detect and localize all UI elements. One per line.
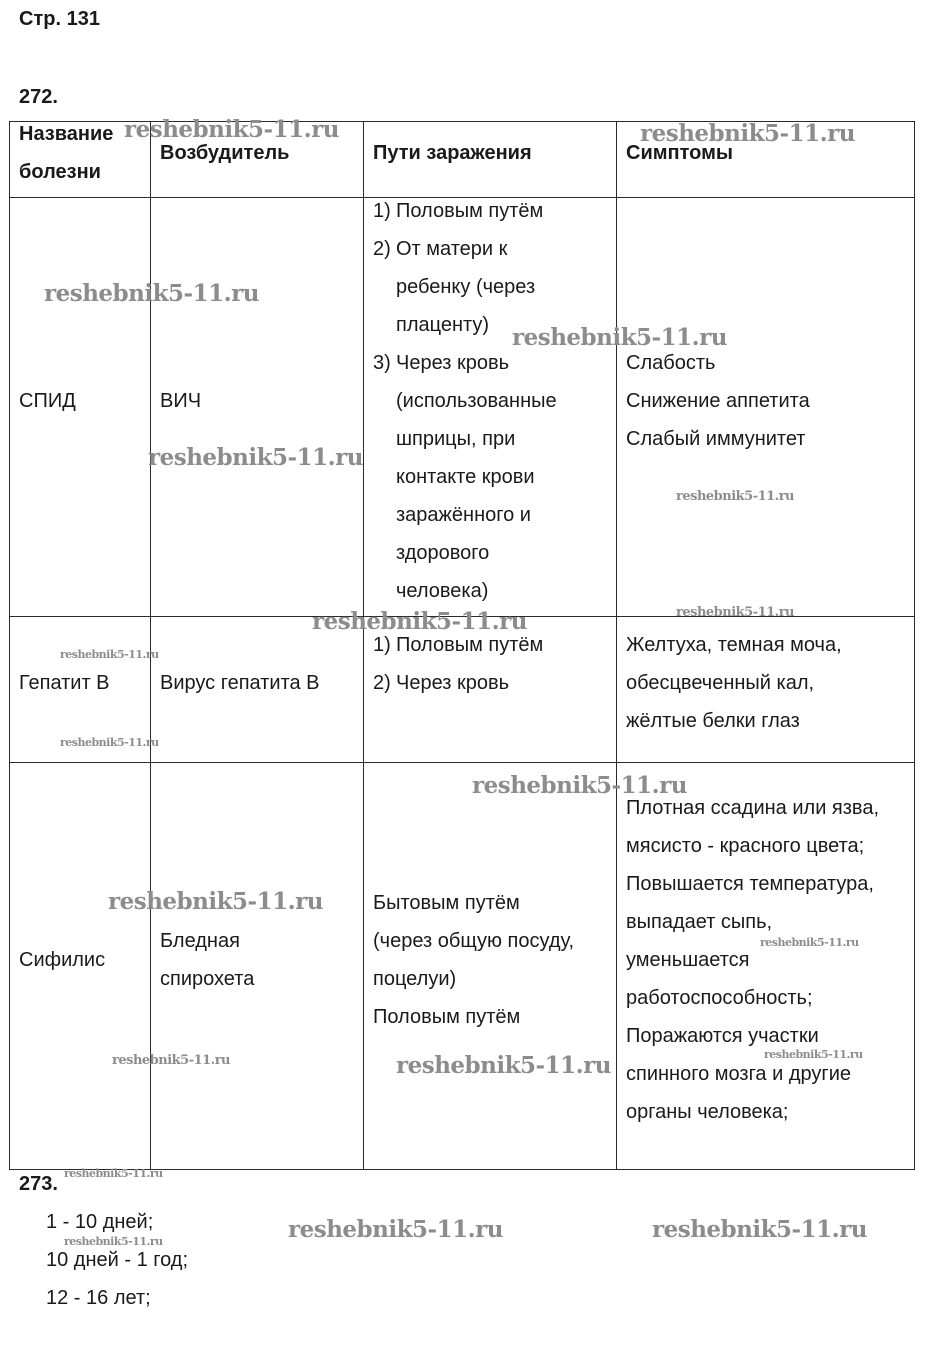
row3-disease: Сифилис — [19, 949, 106, 971]
row3-symptoms: Плотная ссадина или язва, мясисто - красного цвета; Повышается температура, выпадает сыпь, уменьшается работоспособность; Поражаются участки спинного мозга и другие органы человека; — [626, 797, 880, 1123]
watermark: reshebnik5-11.ru — [60, 736, 159, 749]
header-pathogen: Возбудитель — [160, 142, 290, 164]
header-transmission: Пути заражения — [373, 142, 532, 164]
header-disease-line-1: Название — [19, 123, 114, 145]
list-item: 1) Половым путём — [373, 634, 544, 656]
list-item: 1) Половым путём — [373, 200, 544, 222]
row2-disease: Гепатит В — [19, 672, 110, 694]
watermark: reshebnik5-11.ru — [124, 116, 339, 143]
watermark: reshebnik5-11.ru — [60, 648, 159, 661]
table-border-right — [914, 121, 915, 1170]
answer-line: 10 дней - 1 год; — [46, 1249, 189, 1271]
row1-symptoms: Слабость Снижение аппетита Слабый иммунитет — [626, 352, 810, 450]
table-border-left — [9, 121, 10, 1170]
row3-pathogen: Бледная спирохета — [160, 930, 255, 990]
watermark: reshebnik5-11.ru — [760, 936, 859, 949]
watermark: reshebnik5-11.ru — [112, 1053, 231, 1068]
row2-pathogen: Вирус гепатита В — [160, 672, 320, 694]
row2-transmission-list — [373, 626, 609, 702]
table-col-divider-1 — [150, 121, 151, 1170]
task-273-number: 273. — [19, 1173, 58, 1195]
watermark: reshebnik5-11.ru — [472, 772, 687, 799]
task-272-number: 272. — [19, 86, 58, 108]
watermark: reshebnik5-11.ru — [64, 1235, 163, 1248]
answer-line: 1 - 10 дней; — [46, 1211, 154, 1233]
list-item: 2) От матери к ребенку (через плаценту) — [373, 238, 536, 336]
watermark: reshebnik5-11.ru — [676, 489, 795, 504]
answer-line: 12 - 16 лет; — [46, 1287, 151, 1309]
table-row-divider-2 — [9, 762, 915, 763]
watermark: reshebnik5-11.ru — [652, 1216, 867, 1243]
watermark: reshebnik5-11.ru — [312, 608, 527, 635]
watermark: reshebnik5-11.ru — [396, 1052, 611, 1079]
watermark: reshebnik5-11.ru — [764, 1048, 863, 1061]
row1-disease: СПИД — [19, 390, 76, 412]
table-col-divider-3 — [616, 121, 617, 1170]
watermark: reshebnik5-11.ru — [64, 1167, 163, 1180]
watermark: reshebnik5-11.ru — [640, 120, 855, 147]
watermark: reshebnik5-11.ru — [108, 888, 323, 915]
row1-transmission-list — [373, 192, 609, 610]
watermark: reshebnik5-11.ru — [44, 280, 259, 307]
header-symptoms: Симптомы — [626, 142, 733, 164]
page-number: Стр. 131 — [19, 8, 100, 30]
list-item: 3) Через кровь (использованные шприцы, при контакте крови заражённого и здорового человека) — [373, 352, 557, 602]
watermark: reshebnik5-11.ru — [288, 1216, 503, 1243]
list-item: 2) Через кровь — [373, 672, 510, 694]
header-disease-line-2: болезни — [19, 161, 101, 183]
row2-symptoms: Желтуха, темная моча, обесцвеченный кал, жёлтые белки глаз — [626, 634, 842, 732]
task-273-answers — [46, 1203, 188, 1317]
table-col-divider-2 — [363, 121, 364, 1170]
diseases-table — [9, 121, 915, 1170]
watermark: reshebnik5-11.ru — [676, 605, 795, 620]
watermark: reshebnik5-11.ru — [148, 444, 363, 471]
row1-pathogen: ВИЧ — [160, 390, 202, 412]
watermark: reshebnik5-11.ru — [512, 324, 727, 351]
row3-transmission: Бытовым путём (через общую посуду, поцелуи) Половым путём — [373, 892, 575, 1028]
